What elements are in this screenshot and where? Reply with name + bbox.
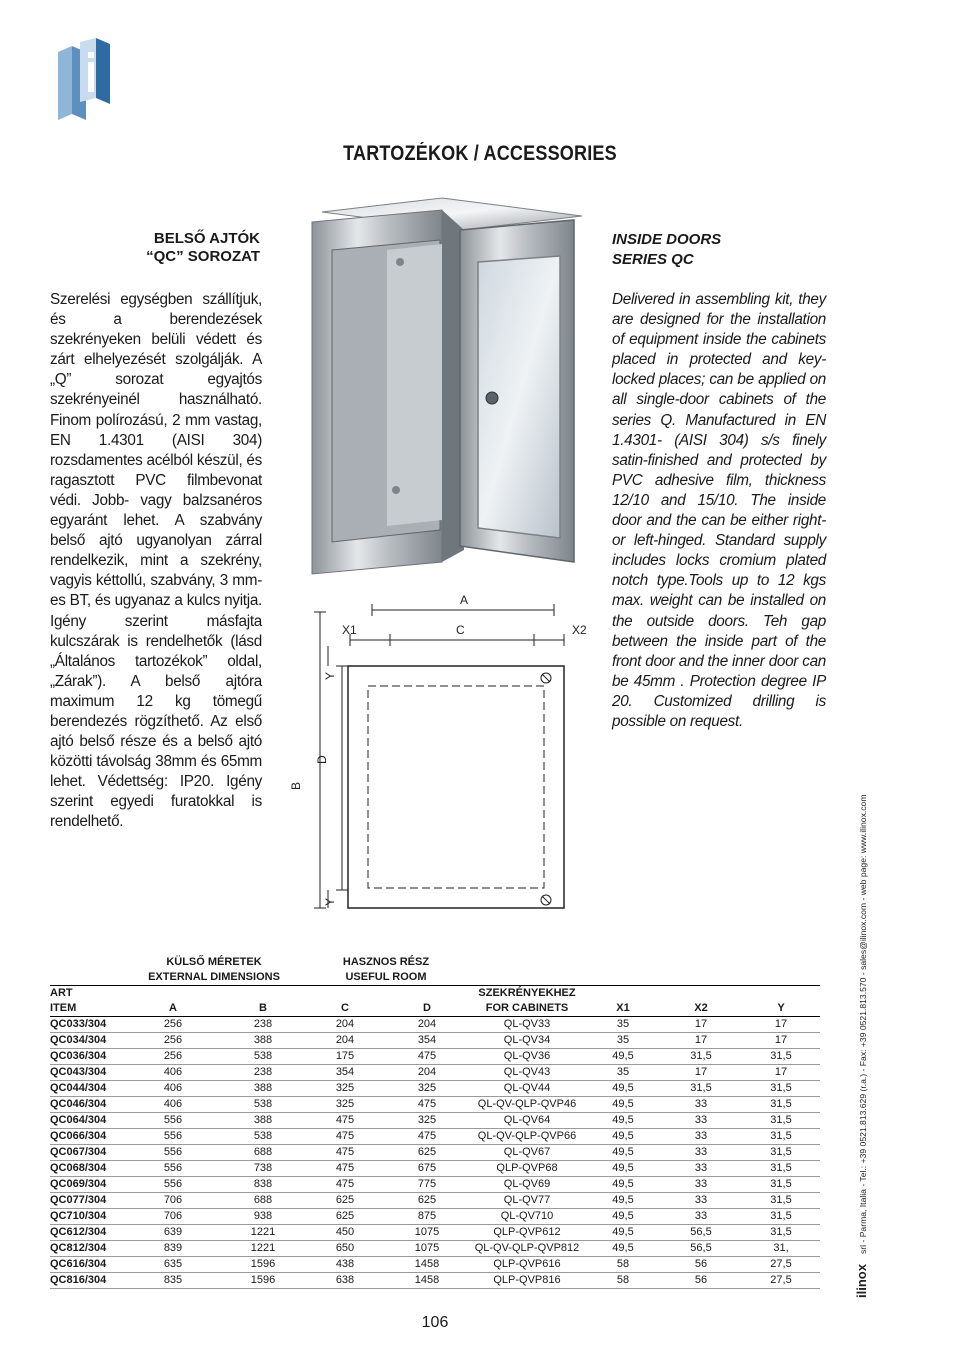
table-row (50, 1017, 820, 1033)
table-cell: 58 (586, 1257, 660, 1273)
table-cell: QL-QV44 (468, 1081, 586, 1097)
table-cell: 33 (660, 1193, 742, 1209)
table-cell: 17 (660, 1017, 742, 1033)
table-cell: 388 (222, 1033, 304, 1049)
table-cell: 204 (386, 1065, 468, 1081)
table-cell: 635 (124, 1257, 222, 1273)
table-cell: QL-QV77 (468, 1193, 586, 1209)
table-cell: 35 (586, 1033, 660, 1049)
table-cell: 639 (124, 1225, 222, 1241)
table-cell: 33 (660, 1161, 742, 1177)
table-cell: 706 (124, 1209, 222, 1225)
table-cell: 475 (304, 1129, 386, 1145)
table-row (50, 1097, 820, 1113)
table-cell: 17 (742, 1033, 820, 1049)
table-cell: 388 (222, 1081, 304, 1097)
table-row (50, 1049, 820, 1065)
item-code-cell: QC034/304 (50, 1033, 124, 1049)
table-cell: 31,5 (742, 1177, 820, 1193)
table-cell: 450 (304, 1225, 386, 1241)
table-cell: 238 (222, 1017, 304, 1033)
table-cell: 56,5 (660, 1241, 742, 1257)
item-code-cell: QC612/304 (50, 1225, 124, 1241)
table-cell: 538 (222, 1129, 304, 1145)
table-cell: 938 (222, 1209, 304, 1225)
hu-heading-line2: “QC” SOROZAT (146, 248, 260, 265)
col-d: D (386, 1001, 468, 1017)
cabinet-photo (292, 190, 598, 582)
item-code-cell: QC077/304 (50, 1193, 124, 1209)
table-cell: 31,5 (742, 1161, 820, 1177)
table-cell: 49,5 (586, 1113, 660, 1129)
table-cell: 388 (222, 1113, 304, 1129)
table-cell: QLP-QVP816 (468, 1273, 586, 1289)
dim-label-d: D (315, 755, 329, 764)
table-cell: 49,5 (586, 1177, 660, 1193)
table-cell: QL-QV-QLP-QVP812 (468, 1241, 586, 1257)
table-cell: 56 (660, 1273, 742, 1289)
table-cell: 256 (124, 1017, 222, 1033)
table-cell: 27,5 (742, 1273, 820, 1289)
table-cell: 17 (742, 1017, 820, 1033)
table-cell: 1596 (222, 1273, 304, 1289)
table-cell: 175 (304, 1049, 386, 1065)
hu-heading-line1: BELSŐ AJTÓK (153, 230, 260, 247)
table-cell: 475 (386, 1049, 468, 1065)
table-row (50, 1113, 820, 1129)
table-cell: 556 (124, 1145, 222, 1161)
table-row (50, 1145, 820, 1161)
table-cell: 31,5 (742, 1145, 820, 1161)
table-cell: QLP-QVP68 (468, 1161, 586, 1177)
table-cell: 325 (304, 1081, 386, 1097)
table-cell: QL-QV36 (468, 1049, 586, 1065)
footer-contact: srl - Parma, Italia - Tel.: +39 0521.813.629 (r.a.) - Fax: +39 0521.813.570 - sales@ilinox.com - web page: www.ilinox.com (858, 794, 868, 1254)
table-cell: QL-QV34 (468, 1033, 586, 1049)
table-cell: 31,5 (742, 1097, 820, 1113)
table-cell: 49,5 (586, 1097, 660, 1113)
table-cell: 256 (124, 1049, 222, 1065)
item-code-cell: QC044/304 (50, 1081, 124, 1097)
table-cell: 438 (304, 1257, 386, 1273)
table-cell: 204 (304, 1017, 386, 1033)
table-cell: 538 (222, 1049, 304, 1065)
table-cell: 675 (386, 1161, 468, 1177)
dimensions-table (50, 955, 820, 1289)
table-cell: 31,5 (742, 1113, 820, 1129)
table-cell: 49,5 (586, 1193, 660, 1209)
table-cell: 31,5 (742, 1225, 820, 1241)
table-cell: 775 (386, 1177, 468, 1193)
table-cell: 325 (304, 1097, 386, 1113)
col-a: A (124, 1001, 222, 1017)
page-number: 106 (421, 1314, 449, 1331)
table-cell: 17 (742, 1065, 820, 1081)
company-footer (851, 740, 871, 1300)
hu-heading (40, 230, 260, 266)
col-cabinets-en: FOR CABINETS (468, 1001, 586, 1017)
en-description: Delivered in assembling kit, they are designed for the installation of equipment inside the cabinets placed in protected and key-locked places; can be applied on all single-door cabinets of the series Q. Manufactured in EN 1.4301- (AISI 304) s/s finely satin-finished and protected by PVC adhesive film, thickness 12/10 and 15/10. The inside door and the can be either right- or left-hinged. Standard supply includes locks cromium plated notch type.Tools up to 12 kgs max. weight can be installed on the outside doors. Teh gap between the inside part of the front door and the inner door can be 45mm . Protection degree IP 20. Customized drilling is possible on request. (612, 291, 826, 730)
table-cell: 33 (660, 1209, 742, 1225)
table-cell: 406 (124, 1081, 222, 1097)
table-row (50, 1161, 820, 1177)
col-y: Y (742, 1001, 820, 1017)
table-cell: 49,5 (586, 1049, 660, 1065)
table-cell: 325 (386, 1113, 468, 1129)
table-row (50, 1177, 820, 1193)
table-row (50, 1273, 820, 1289)
table-cell: 838 (222, 1177, 304, 1193)
table-cell: 650 (304, 1241, 386, 1257)
table-cell: QL-QV33 (468, 1017, 586, 1033)
table-cell: 33 (660, 1097, 742, 1113)
table-row (50, 1193, 820, 1209)
table-cell: 556 (124, 1177, 222, 1193)
table-row (50, 1081, 820, 1097)
table-row (50, 1225, 820, 1241)
table-cell: QL-QV67 (468, 1145, 586, 1161)
table-row (50, 1209, 820, 1225)
col-art: ART (50, 987, 73, 999)
table-cell: 31,5 (660, 1081, 742, 1097)
table-cell: 49,5 (586, 1145, 660, 1161)
table-cell: 35 (586, 1065, 660, 1081)
table-cell: 839 (124, 1241, 222, 1257)
table-row (50, 1257, 820, 1273)
table-cell: 204 (304, 1033, 386, 1049)
table-cell: 556 (124, 1129, 222, 1145)
table-cell: 33 (660, 1129, 742, 1145)
useful-room-hu: HASZNOS RÉSZ (342, 956, 430, 968)
external-dims-hu: KÜLSŐ MÉRETEK (166, 956, 262, 968)
item-code-cell: QC043/304 (50, 1065, 124, 1081)
table-cell: 625 (386, 1193, 468, 1209)
table-cell: 354 (304, 1065, 386, 1081)
table-cell: 35 (586, 1017, 660, 1033)
table-cell: 58 (586, 1273, 660, 1289)
col-x2: X2 (660, 1001, 742, 1017)
table-cell: 475 (386, 1129, 468, 1145)
dimension-diagram (284, 590, 596, 916)
table-cell: 31, (742, 1241, 820, 1257)
table-body (50, 1017, 820, 1289)
dim-label-a: A (460, 593, 469, 607)
footer-brand: ilinox (854, 1264, 869, 1298)
table-cell: QL-QV-QLP-QVP46 (468, 1097, 586, 1113)
item-code-cell: QC710/304 (50, 1209, 124, 1225)
table-row (50, 1129, 820, 1145)
table-cell: 256 (124, 1033, 222, 1049)
table-cell: 475 (386, 1097, 468, 1113)
table-cell: 49,5 (586, 1241, 660, 1257)
item-code-cell: QC064/304 (50, 1113, 124, 1129)
table-cell: QL-QV-QLP-QVP66 (468, 1129, 586, 1145)
table-cell: 556 (124, 1161, 222, 1177)
table-cell: 1221 (222, 1241, 304, 1257)
item-code-cell: QC036/304 (50, 1049, 124, 1065)
table-cell: 875 (386, 1209, 468, 1225)
external-dims-en: EXTERNAL DIMENSIONS (124, 970, 304, 986)
table-cell: QL-QV43 (468, 1065, 586, 1081)
col-b: B (222, 1001, 304, 1017)
table-cell: 625 (304, 1209, 386, 1225)
table-cell: QL-QV64 (468, 1113, 586, 1129)
useful-room-en: USEFUL ROOM (304, 970, 468, 986)
table-cell: 475 (304, 1145, 386, 1161)
item-code-cell: QC067/304 (50, 1145, 124, 1161)
table-cell: 33 (660, 1145, 742, 1161)
table-cell: QLP-QVP612 (468, 1225, 586, 1241)
col-c: C (304, 1001, 386, 1017)
table-cell: 688 (222, 1145, 304, 1161)
col-x1: X1 (586, 1001, 660, 1017)
table-cell: 406 (124, 1097, 222, 1113)
table-cell: 31,5 (660, 1049, 742, 1065)
dim-label-b: B (289, 781, 303, 790)
table-cell: 835 (124, 1273, 222, 1289)
table-cell: 1075 (386, 1225, 468, 1241)
item-code-cell: QC812/304 (50, 1241, 124, 1257)
dim-label-x1: X1 (342, 623, 357, 637)
company-logo (52, 38, 114, 122)
table-cell: 17 (660, 1033, 742, 1049)
table-cell: 49,5 (586, 1081, 660, 1097)
item-code-cell: QC066/304 (50, 1129, 124, 1145)
table-cell: 31,5 (742, 1193, 820, 1209)
en-heading-line2: SERIES QC (612, 251, 694, 268)
dim-label-y-bottom: Y (323, 897, 337, 906)
table-cell: 17 (660, 1065, 742, 1081)
table-cell: 27,5 (742, 1257, 820, 1273)
table-cell: 1075 (386, 1241, 468, 1257)
item-code-cell: QC046/304 (50, 1097, 124, 1113)
table-cell: 475 (304, 1177, 386, 1193)
table-cell: 238 (222, 1065, 304, 1081)
table-cell: 49,5 (586, 1225, 660, 1241)
page-title: TARTOZÉKOK / ACCESSORIES (343, 142, 617, 165)
table-cell: 688 (222, 1193, 304, 1209)
table-cell: 1458 (386, 1273, 468, 1289)
item-code-cell: QC816/304 (50, 1273, 124, 1289)
table-cell: 56,5 (660, 1225, 742, 1241)
table-cell: 538 (222, 1097, 304, 1113)
table-cell: 33 (660, 1177, 742, 1193)
table-cell: 738 (222, 1161, 304, 1177)
col-cabinets-hu: SZEKRÉNYEKHEZ (478, 987, 576, 999)
table-cell: 49,5 (586, 1129, 660, 1145)
item-code-cell: QC068/304 (50, 1161, 124, 1177)
item-code-cell: QC069/304 (50, 1177, 124, 1193)
table-row (50, 1241, 820, 1257)
table-cell: 638 (304, 1273, 386, 1289)
item-code-cell: QC616/304 (50, 1257, 124, 1273)
en-heading-line1: INSIDE DOORS (612, 231, 722, 248)
table-cell: 49,5 (586, 1209, 660, 1225)
table-cell: 625 (386, 1145, 468, 1161)
table-cell: 33 (660, 1113, 742, 1129)
table-cell: QL-QV710 (468, 1209, 586, 1225)
table-cell: 204 (386, 1017, 468, 1033)
table-row (50, 1033, 820, 1049)
table-cell: 56 (660, 1257, 742, 1273)
table-cell: 49,5 (586, 1161, 660, 1177)
table-cell: 31,5 (742, 1209, 820, 1225)
dim-label-x2: X2 (572, 623, 587, 637)
table-cell: 354 (386, 1033, 468, 1049)
table-cell: QL-QV69 (468, 1177, 586, 1193)
table-row (50, 1065, 820, 1081)
table-cell: 325 (386, 1081, 468, 1097)
table-cell: QLP-QVP616 (468, 1257, 586, 1273)
table-cell: 31,5 (742, 1129, 820, 1145)
table-cell: 406 (124, 1065, 222, 1081)
table-cell: 625 (304, 1193, 386, 1209)
item-code-cell: QC033/304 (50, 1017, 124, 1033)
table-cell: 1458 (386, 1257, 468, 1273)
table-cell: 1221 (222, 1225, 304, 1241)
table-cell: 31,5 (742, 1049, 820, 1065)
table-cell: 556 (124, 1113, 222, 1129)
en-heading (612, 230, 852, 270)
table-cell: 706 (124, 1193, 222, 1209)
table-cell: 31,5 (742, 1081, 820, 1097)
table-cell: 475 (304, 1113, 386, 1129)
table-cell: 475 (304, 1161, 386, 1177)
col-item: ITEM (50, 1001, 124, 1017)
table-cell: 1596 (222, 1257, 304, 1273)
dim-label-c: C (456, 623, 465, 637)
dim-label-y-top: Y (323, 671, 337, 680)
hu-description: Szerelési egységben szállítjuk, és a berendezések szekrényeken belüli védett és zárt elhelyezését szolgálják. A „Q” sorozat egyajtós szekrényeinél használható. Finom polírozású, 2 mm vastag, EN 1.4301 (AISI 304) rozsdamentes acélból készül, és ragasztott PVC filmbevonat védi. Jobb- vagy balzsanéros egyaránt lehet. A szabvány belső ajtó ugyanolyan zárral rendelkezik, mint a szekrény, vagyis kéttollú, szabvány, 3 mm-es BT, és ugyanaz a kulcs nyitja. Igény szerint másfajta kulcszárak is rendelhetők (lásd „Általános tartozékok” oldal, „Zárak”). A belső ajtóra maximum 12 kg tömegű berendezés rögzíthető. Az első ajtó belső része és a belső ajtó közötti távolság 38mm és 65mm lehet. Védettség: IP20. Igény szerint egyedi furatokkal is rendelhető. (50, 291, 262, 831)
